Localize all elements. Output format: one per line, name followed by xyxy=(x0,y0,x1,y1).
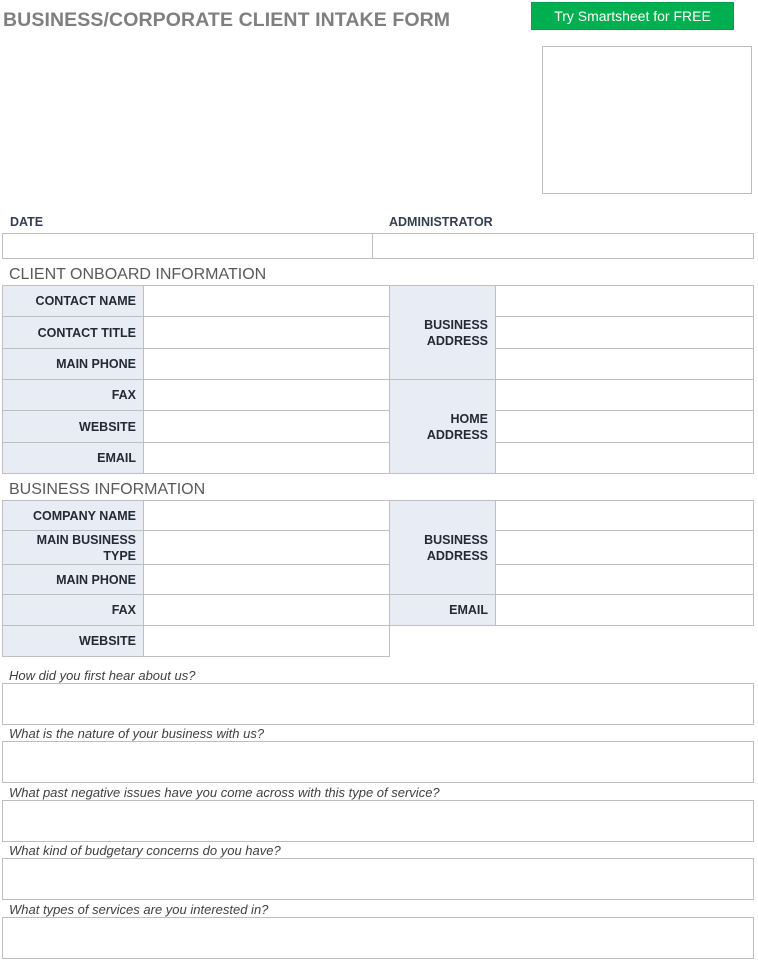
question-label: What past negative issues have you come across with this type of service? xyxy=(9,785,440,800)
business-fax-field[interactable] xyxy=(143,594,390,626)
business-main-phone-label: MAIN PHONE xyxy=(2,564,144,595)
logo-placeholder[interactable] xyxy=(542,46,752,194)
business-info-section-title: BUSINESS INFORMATION xyxy=(9,481,206,498)
question-answer-field[interactable] xyxy=(2,800,754,842)
home-address-line-1[interactable] xyxy=(495,379,754,411)
email-field[interactable] xyxy=(143,442,390,474)
website-label: WEBSITE xyxy=(2,410,144,443)
question-label: How did you first hear about us? xyxy=(9,668,196,683)
question-label: What kind of budgetary concerns do you have? xyxy=(9,843,281,858)
business-email-field[interactable] xyxy=(495,594,754,626)
main-business-type-field[interactable] xyxy=(143,530,390,565)
business-fax-label: FAX xyxy=(2,594,144,626)
date-label: DATE xyxy=(10,215,44,229)
contact-title-field[interactable] xyxy=(143,316,390,349)
business-info-address-label: BUSINESS ADDRESS xyxy=(389,500,496,595)
business-address-label: BUSINESS ADDRESS xyxy=(389,285,496,380)
business-info-address-line-2[interactable] xyxy=(495,530,754,565)
contact-name-label: CONTACT NAME xyxy=(2,285,144,317)
administrator-field[interactable] xyxy=(372,233,754,259)
home-address-line-2[interactable] xyxy=(495,410,754,443)
business-info-address-line-1[interactable] xyxy=(495,500,754,531)
business-address-line-2[interactable] xyxy=(495,316,754,349)
main-business-type-label: MAIN BUSINESS TYPE xyxy=(2,530,144,565)
main-phone-label: MAIN PHONE xyxy=(2,348,144,380)
date-field[interactable] xyxy=(2,233,373,259)
home-address-line-3[interactable] xyxy=(495,442,754,474)
main-phone-field[interactable] xyxy=(143,348,390,380)
client-onboard-section-title: CLIENT ONBOARD INFORMATION xyxy=(9,266,267,283)
home-address-label: HOME ADDRESS xyxy=(389,379,496,474)
business-website-label: WEBSITE xyxy=(2,625,144,657)
question-answer-field[interactable] xyxy=(2,741,754,783)
business-email-label: EMAIL xyxy=(389,594,496,626)
business-main-phone-field[interactable] xyxy=(143,564,390,595)
question-answer-field[interactable] xyxy=(2,917,754,959)
fax-field[interactable] xyxy=(143,379,390,411)
contact-title-label: CONTACT TITLE xyxy=(2,316,144,349)
fax-label: FAX xyxy=(2,379,144,411)
company-name-label: COMPANY NAME xyxy=(2,500,144,531)
try-smartsheet-button[interactable]: Try Smartsheet for FREE xyxy=(531,2,734,30)
question-answer-field[interactable] xyxy=(2,683,754,725)
business-address-line-3[interactable] xyxy=(495,348,754,380)
business-address-line-1[interactable] xyxy=(495,285,754,317)
question-label: What types of services are you interested in? xyxy=(9,902,269,917)
email-label: EMAIL xyxy=(2,442,144,474)
question-answer-field[interactable] xyxy=(2,858,754,900)
contact-name-field[interactable] xyxy=(143,285,390,317)
business-info-address-line-3[interactable] xyxy=(495,564,754,595)
administrator-label: ADMINISTRATOR xyxy=(389,215,493,229)
business-website-field[interactable] xyxy=(143,625,390,657)
question-label: What is the nature of your business with us? xyxy=(9,726,265,741)
form-title: BUSINESS/CORPORATE CLIENT INTAKE FORM xyxy=(3,9,451,31)
website-field[interactable] xyxy=(143,410,390,443)
company-name-field[interactable] xyxy=(143,500,390,531)
